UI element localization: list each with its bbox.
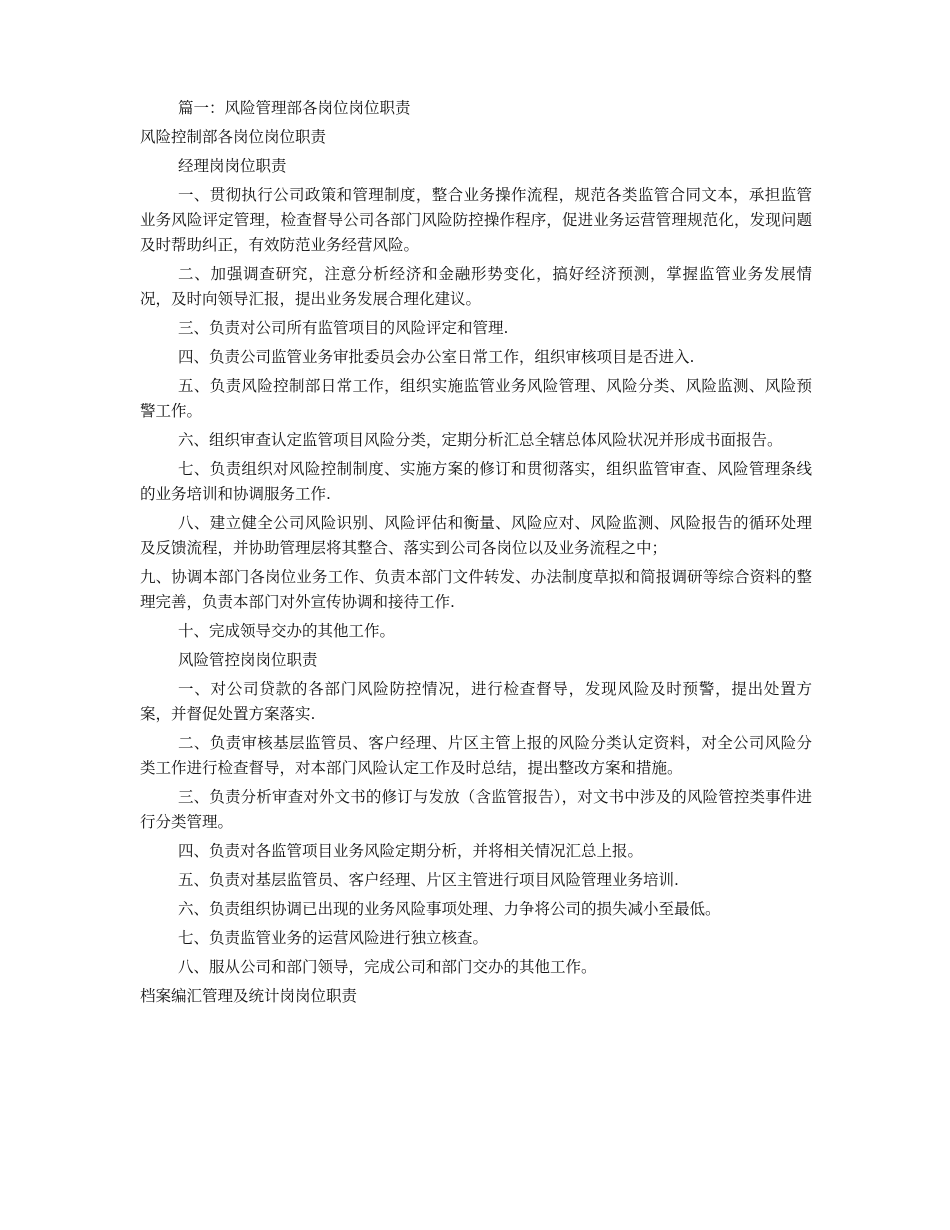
paragraph: 六、负责组织协调已出现的业务风险事项处理、力争将公司的损失减小至最低。	[178, 900, 721, 918]
paragraph: 四、负责对各监管项目业务风险定期分析，并将相关情况汇总上报。	[178, 842, 644, 860]
subsection-heading: 风险管控岗岗位职责	[178, 651, 318, 669]
paragraph: 三、负责对公司所有监管项目的风险评定和管理.	[178, 319, 509, 337]
paragraph: 十、完成领导交办的其他工作。	[178, 622, 396, 640]
paragraph: 三、负责分析审查对外文书的修订与发放（含监管报告），对文书中涉及的风险管控类事件进行分类管理。	[140, 788, 812, 831]
paragraph: 九、协调本部门各岗位业务工作、负责本部门文件转发、办法制度草拟和简报调研等综合资料的整理完善，负责本部门对外宣传协调和接待工作.	[140, 568, 812, 611]
paragraph: 八、服从公司和部门领导，完成公司和部门交办的其他工作。	[178, 958, 597, 976]
paragraph: 六、组织审查认定监管项目风险分类，定期分析汇总全辖总体风险状况并形成书面报告。	[178, 431, 783, 449]
section-heading: 风险控制部各岗位岗位职责	[140, 128, 327, 146]
paragraph: 七、负责监管业务的运营风险进行独立核查。	[178, 929, 489, 947]
paragraph: 篇一：风险管理部各岗位岗位职责	[178, 99, 411, 117]
paragraph: 五、负责对基层监管员、客户经理、片区主管进行项目风险管理业务培训.	[178, 871, 679, 889]
paragraph: 二、加强调查研究，注意分析经济和金融形势变化，搞好经济预测，掌握监管业务发展情况，及时向领导汇报，提出业务发展合理化建议。	[140, 265, 812, 308]
section-heading: 档案编汇管理及统计岗岗位职责	[140, 987, 358, 1005]
paragraph: 四、负责公司监管业务审批委员会办公室日常工作，组织审核项目是否进入.	[178, 348, 695, 366]
subsection-heading: 经理岗岗位职责	[178, 157, 287, 175]
paragraph: 八、建立健全公司风险识别、风险评估和衡量、风险应对、风险监测、风险报告的循环处理及反馈流程，并协助管理层将其整合、落实到公司各岗位以及业务流程之中；	[140, 514, 812, 557]
paragraph: 七、负责组织对风险控制制度、实施方案的修订和贯彻落实，组织监管审查、风险管理条线的业务培训和协调服务工作.	[140, 460, 812, 503]
paragraph: 一、贯彻执行公司政策和管理制度，整合业务操作流程，规范各类监管合同文本，承担监管业务风险评定管理，检查督导公司各部门风险防控操作程序，促进业务运营管理规范化，发现问题及时帮助纠正，有效防范业务经营风险。	[140, 186, 812, 254]
paragraph: 二、负责审核基层监管员、客户经理、片区主管上报的风险分类认定资料，对全公司风险分类工作进行检查督导，对本部门风险认定工作及时总结，提出整改方案和措施。	[140, 734, 812, 777]
paragraph: 五、负责风险控制部日常工作，组织实施监管业务风险管理、风险分类、风险监测、风险预警工作。	[140, 377, 812, 420]
paragraph: 一、对公司贷款的各部门风险防控情况，进行检查督导，发现风险及时预警，提出处置方案，并督促处置方案落实.	[140, 680, 812, 723]
